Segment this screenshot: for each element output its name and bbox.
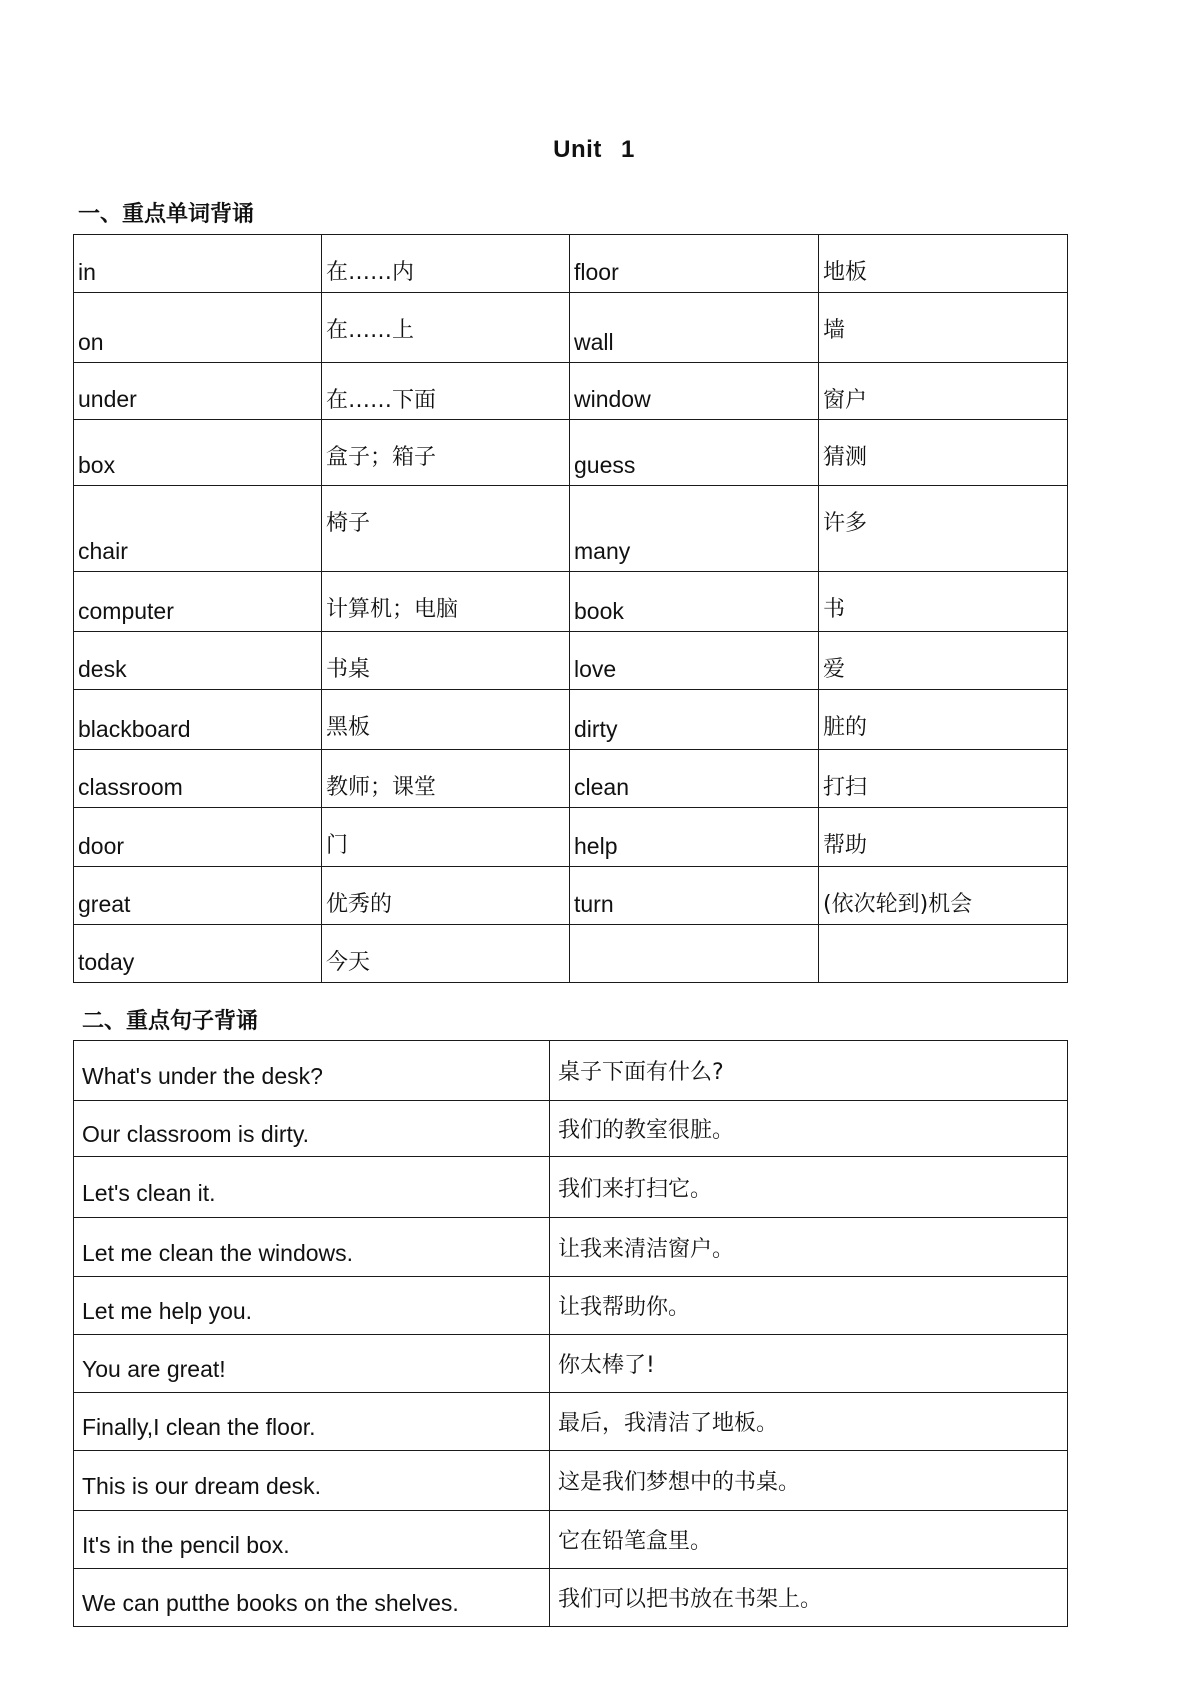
word-cell: in [74, 235, 322, 293]
word-cell: love [570, 632, 819, 690]
table-row [74, 420, 1068, 486]
table-row [74, 1277, 1068, 1335]
word-cell [570, 925, 819, 983]
table-row [74, 293, 1068, 363]
word-cell: many [570, 486, 819, 572]
table-row [74, 572, 1068, 632]
word-cell: blackboard [74, 690, 322, 750]
word-cell: guess [570, 420, 819, 486]
meaning-cell [819, 925, 1068, 983]
sentence-zh-cell: 我们来打扫它。 [550, 1157, 1068, 1218]
sentence-zh-cell: 最后，我清洁了地板。 [550, 1393, 1068, 1451]
meaning-cell: 在……下面 [322, 363, 570, 420]
meaning-cell: 脏的 [819, 690, 1068, 750]
table-row [74, 486, 1068, 572]
meaning-cell: 盒子；箱子 [322, 420, 570, 486]
meaning-cell: 在……上 [322, 293, 570, 363]
meaning-cell: 帮助 [819, 808, 1068, 867]
table-row [74, 1218, 1068, 1277]
sentence-zh-cell: 我们可以把书放在书架上。 [550, 1569, 1068, 1627]
sentence-en-cell: Finally,I clean the floor. [74, 1393, 550, 1451]
word-cell: under [74, 363, 322, 420]
word-cell: floor [570, 235, 819, 293]
meaning-cell: 计算机；电脑 [322, 572, 570, 632]
sentence-en-cell: It's in the pencil box. [74, 1511, 550, 1569]
word-cell: computer [74, 572, 322, 632]
sentence-zh-cell: 它在铅笔盒里。 [550, 1511, 1068, 1569]
sentence-zh-cell: 让我来清洁窗户。 [550, 1218, 1068, 1277]
word-cell: clean [570, 750, 819, 808]
page-title: Unit 1 [553, 136, 635, 163]
meaning-cell: (依次轮到)机会 [819, 867, 1068, 925]
meaning-cell: 椅子 [322, 486, 570, 572]
word-cell: book [570, 572, 819, 632]
section-heading-sentences: 二、重点句子背诵 [82, 1009, 259, 1034]
sentence-zh-cell: 我们的教室很脏。 [550, 1101, 1068, 1157]
word-cell: door [74, 808, 322, 867]
word-cell: classroom [74, 750, 322, 808]
sentence-en-cell: Let me clean the windows. [74, 1218, 550, 1277]
sentence-en-cell: Let's clean it. [74, 1157, 550, 1218]
sentence-zh-cell: 你太棒了! [550, 1335, 1068, 1393]
meaning-cell: 地板 [819, 235, 1068, 293]
sentence-en-cell: Let me help you. [74, 1277, 550, 1335]
meaning-cell: 许多 [819, 486, 1068, 572]
meaning-cell: 窗户 [819, 363, 1068, 420]
table-row [74, 1511, 1068, 1569]
meaning-cell: 优秀的 [322, 867, 570, 925]
table-row [74, 1393, 1068, 1451]
table-row [74, 632, 1068, 690]
vocabulary-table [73, 234, 1068, 983]
sentence-zh-cell: 让我帮助你。 [550, 1277, 1068, 1335]
table-row [74, 235, 1068, 293]
table-row [74, 363, 1068, 420]
meaning-cell: 打扫 [819, 750, 1068, 808]
word-cell: box [74, 420, 322, 486]
meaning-cell: 猜测 [819, 420, 1068, 486]
meaning-cell: 教师；课堂 [322, 750, 570, 808]
sentences-table [73, 1040, 1068, 1627]
word-cell: on [74, 293, 322, 363]
word-cell: wall [570, 293, 819, 363]
word-cell: turn [570, 867, 819, 925]
word-cell: desk [74, 632, 322, 690]
table-row [74, 1041, 1068, 1101]
word-cell: great [74, 867, 322, 925]
meaning-cell: 门 [322, 808, 570, 867]
sentence-zh-cell: 这是我们梦想中的书桌。 [550, 1451, 1068, 1511]
meaning-cell: 黑板 [322, 690, 570, 750]
word-cell: today [74, 925, 322, 983]
table-row [74, 808, 1068, 867]
table-row [74, 1101, 1068, 1157]
sentence-en-cell: You are great! [74, 1335, 550, 1393]
table-row [74, 867, 1068, 925]
sentence-en-cell: This is our dream desk. [74, 1451, 550, 1511]
word-cell: help [570, 808, 819, 867]
table-row [74, 1569, 1068, 1627]
table-row [74, 750, 1068, 808]
word-cell: chair [74, 486, 322, 572]
meaning-cell: 在……内 [322, 235, 570, 293]
meaning-cell: 书 [819, 572, 1068, 632]
sentence-zh-cell: 桌子下面有什么? [550, 1041, 1068, 1101]
table-row [74, 1157, 1068, 1218]
word-cell: window [570, 363, 819, 420]
table-row [74, 925, 1068, 983]
section-heading-words: 一、重点单词背诵 [78, 202, 255, 227]
table-row [74, 1335, 1068, 1393]
table-row [74, 690, 1068, 750]
sentence-en-cell: We can putthe books on the shelves. [74, 1569, 550, 1627]
sentence-en-cell: Our classroom is dirty. [74, 1101, 550, 1157]
sentence-en-cell: What's under the desk? [74, 1041, 550, 1101]
meaning-cell: 墙 [819, 293, 1068, 363]
word-cell: dirty [570, 690, 819, 750]
meaning-cell: 今天 [322, 925, 570, 983]
meaning-cell: 爱 [819, 632, 1068, 690]
meaning-cell: 书桌 [322, 632, 570, 690]
table-row [74, 1451, 1068, 1511]
